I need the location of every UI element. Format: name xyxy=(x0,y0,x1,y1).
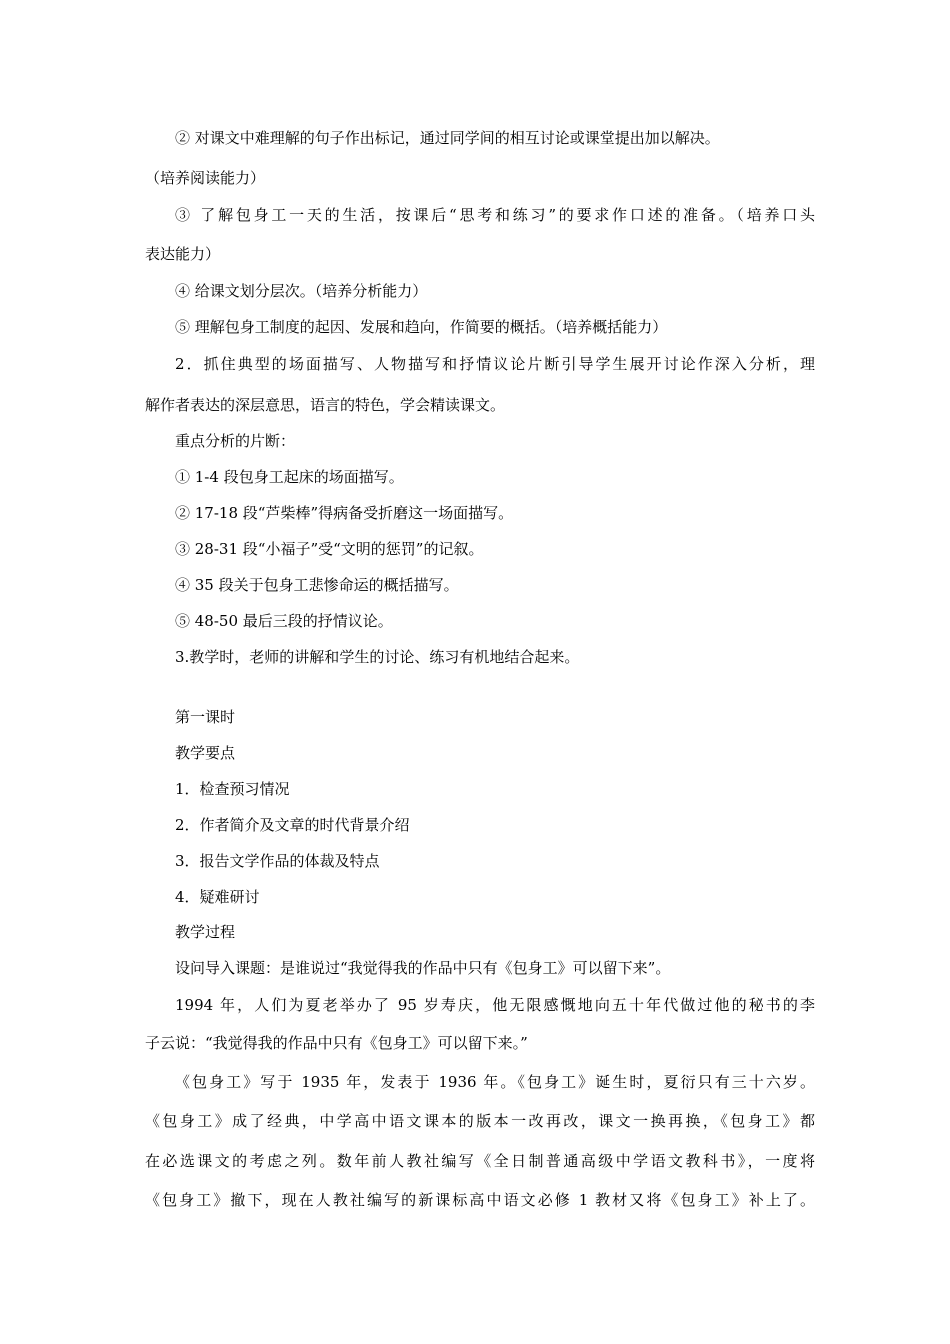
text-line: ③ 了解包身工一天的生活，按课后“思考和练习”的要求作口述的准备。（培养口头 xyxy=(175,206,815,224)
text-line: （培养阅读能力） xyxy=(145,169,266,187)
text-line: ④ 给课文划分层次。（培养分析能力） xyxy=(175,282,428,300)
text-line: 3．报告文学作品的体裁及特点 xyxy=(175,852,380,870)
text-line: 解作者表达的深层意思，语言的特色，学会精读课文。 xyxy=(145,396,506,414)
text-line: 4．疑难研讨 xyxy=(175,888,260,906)
text-line: 2．抓住典型的场面描写、人物描写和抒情议论片断引导学生展开讨论作深入分析，理 xyxy=(175,355,815,373)
text-line: 1994 年，人们为夏老举办了 95 岁寿庆，他无限感慨地向五十年代做过他的秘书的李 xyxy=(175,996,815,1014)
text-line: ④ 35 段关于包身工悲惨命运的概括描写。 xyxy=(175,576,459,594)
text-line: 2．作者简介及文章的时代背景介绍 xyxy=(175,816,410,834)
text-line: ③ 28-31 段“小福子”受“文明的惩罚”的记叙。 xyxy=(175,540,484,558)
text-line: ⑤ 理解包身工制度的起因、发展和趋向，作简要的概括。（培养概括能力） xyxy=(175,318,668,336)
text-line: 3.教学时，老师的讲解和学生的讨论、练习有机地结合起来。 xyxy=(175,648,580,666)
text-line: 《包身工》撤下，现在人教社编写的新课标高中语文必修 1 教材又将《包身工》补上了。 xyxy=(145,1191,815,1209)
text-line: 重点分析的片断： xyxy=(175,432,296,450)
text-line: 在必选课文的考虑之列。数年前人教社编写《全日制普通高级中学语文教科书》，一度将 xyxy=(145,1152,815,1170)
text-line: 设问导入课题：是谁说过“我觉得我的作品中只有《包身工》可以留下来”。 xyxy=(175,959,671,977)
text-line: ② 对课文中难理解的句子作出标记，通过同学间的相互讨论或课堂提出加以解决。 xyxy=(175,129,720,147)
text-line: 《包身工》成了经典，中学高中语文课本的版本一改再改，课文一换再换，《包身工》都 xyxy=(145,1112,815,1130)
text-line: ② 17-18 段“芦柴棒”得病备受折磨这一场面描写。 xyxy=(175,504,514,522)
text-line: 教学要点 xyxy=(175,744,236,762)
text-line: 《包身工》写于 1935 年，发表于 1936 年。《包身工》诞生时，夏衍只有三十六岁。 xyxy=(175,1073,815,1091)
text-line: ① 1-4 段包身工起床的场面描写。 xyxy=(175,468,404,486)
text-line: 表达能力） xyxy=(145,245,221,263)
text-line: 第一课时 xyxy=(175,708,236,726)
text-line: 1．检查预习情况 xyxy=(175,780,290,798)
text-line: 子云说：“我觉得我的作品中只有《包身工》可以留下来。” xyxy=(145,1034,528,1052)
text-line: 教学过程 xyxy=(175,923,236,941)
text-line: ⑤ 48-50 最后三段的抒情议论。 xyxy=(175,612,393,630)
